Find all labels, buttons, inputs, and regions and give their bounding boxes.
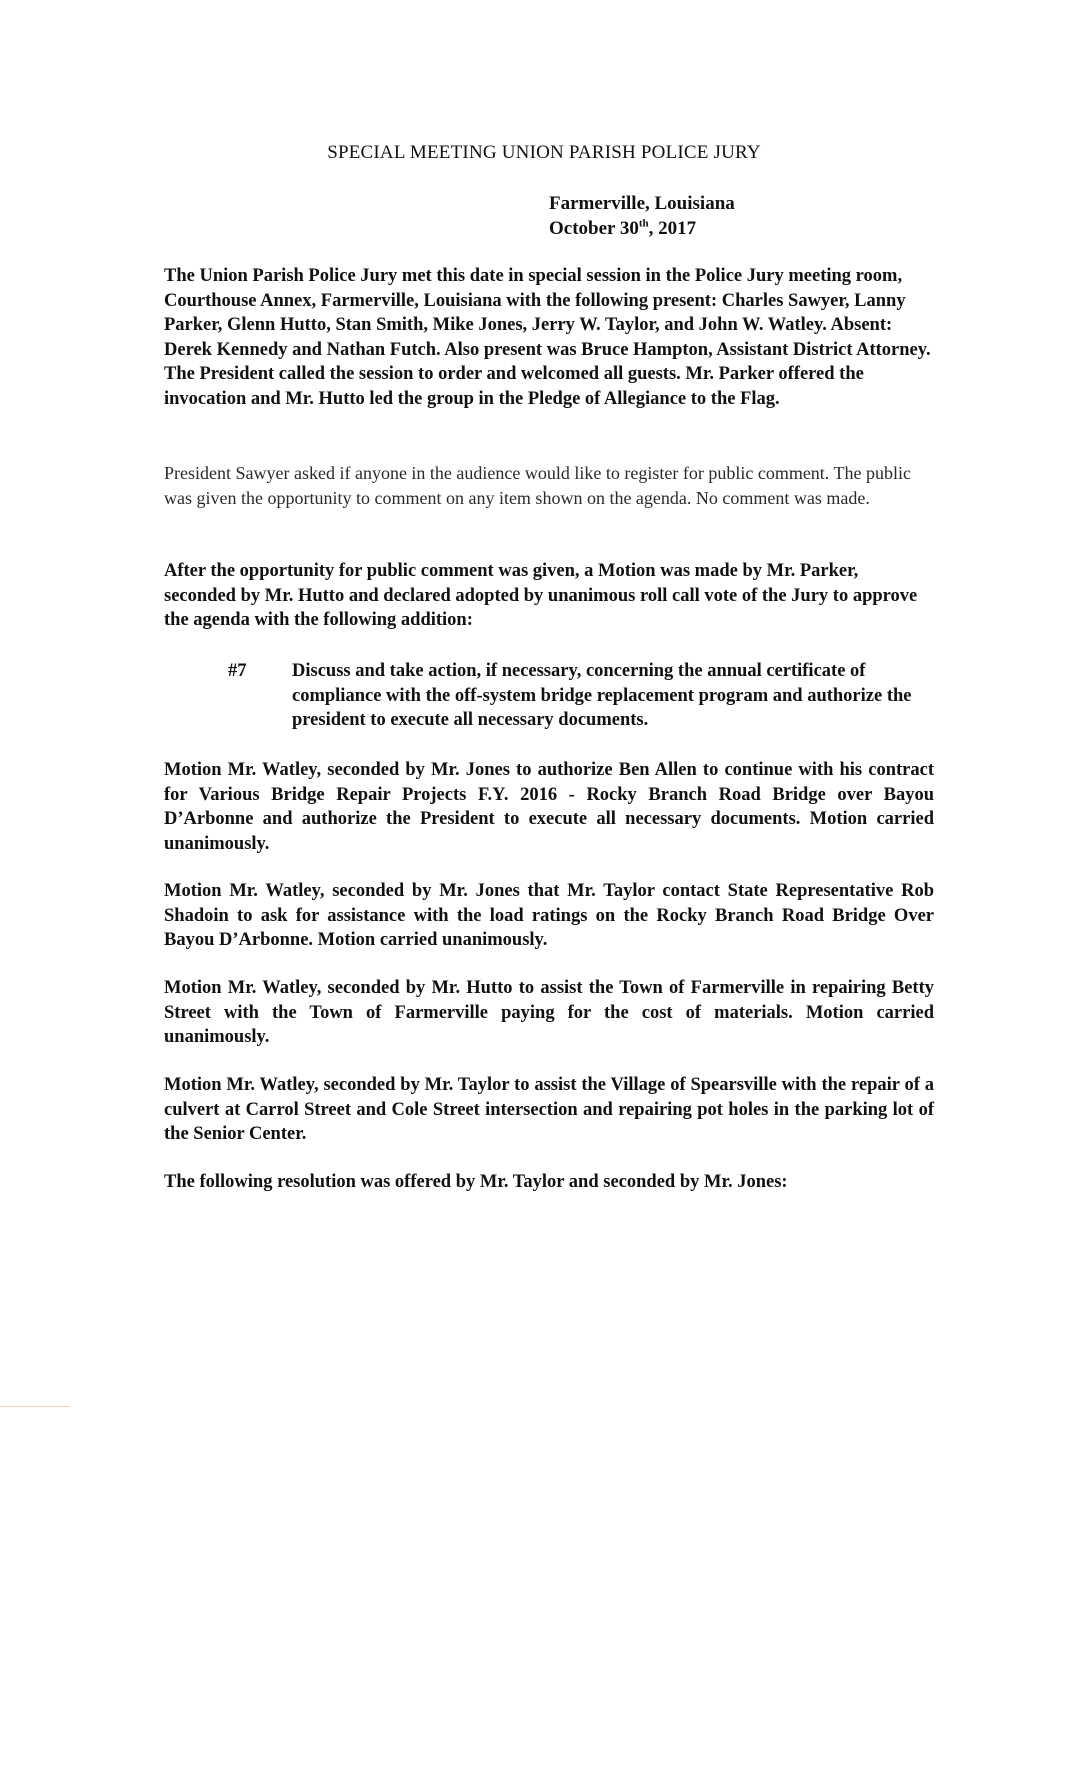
motion-betty-street: Motion Mr. Watley, seconded by Mr. Hutto to assist the Town of Farmerville in repairing Betty Street with the Town of Farmerville paying for the cost of materials. Motion carried unanimously. [164,978,934,1047]
date-month-day: October 30 [549,218,639,239]
resolution-intro: The following resolution was offered by Mr. Taylor and seconded by Mr. Jones: [164,1172,788,1192]
agenda-item-text: Discuss and take action, if necessary, concerning the annual certificate of compliance with the off-system bridge replacement program and authorize the president to execute all necessary documents. [292,661,912,730]
agenda-approval-paragraph: After the opportunity for public comment was given, a Motion was made by Mr. Parker, seconded by Mr. Hutto and declared adopted by unanimous roll call vote of the Jury to approve the agenda with the following addition: [164,561,918,630]
motion-spearsville-culvert: Motion Mr. Watley, seconded by Mr. Taylor to assist the Village of Spearsville with the repair of a culvert at Carrol Street and Cole Street intersection and repairing pot holes in the parking lot of the Senior Center. [164,1075,934,1144]
scan-artifact-line [0,1406,70,1407]
date-ordinal-suffix: th [638,217,649,230]
meeting-date [549,216,735,241]
attendance-paragraph: The Union Parish Police Jury met this date in special session in the Police Jury meeting room, Courthouse Annex, Farmerville, Louisiana with the following present: Charles Sawyer, Lanny Parker, Glenn Hutto, Stan Smith, Mike Jones, Jerry W. Taylor, and John W. Watley. Absent: Derek Kennedy and Nathan Futch. Also present was Bruce Hampton, Assistant District Attorney. The President called the session to order and welcomed all guests. Mr. Parker offered the invocation and Mr. Hutto led the group in the Pledge of Allegiance to the Flag. [164,266,931,409]
agenda-item-number: #7 [228,661,247,681]
date-year: , 2017 [648,218,697,239]
motion-load-ratings: Motion Mr. Watley, seconded by Mr. Jones that Mr. Taylor contact State Representative Rob Shadoin to ask for assistance with the load ratings on the Rocky Branch Road Bridge Over Bayou D’Arbonne. Motion carried unanimously. [164,881,934,950]
motion-ben-allen-contract: Motion Mr. Watley, seconded by Mr. Jones to authorize Ben Allen to continue with his contract for Various Bridge Repair Projects F.Y. 2016 - Rocky Branch Road Bridge over Bayou D’Arbonne and authorize the President to execute all necessary documents. Motion carried unanimously. [164,760,934,854]
public-comment-paragraph: President Sawyer asked if anyone in the audience would like to register for public comment. The public was given the opportunity to comment on any item shown on the agenda. No comment was made. [164,463,911,508]
meeting-location: Farmerville, Louisiana [549,193,735,214]
document-title: SPECIAL MEETING UNION PARISH POLICE JURY [327,142,761,163]
place-date-block [549,191,735,241]
